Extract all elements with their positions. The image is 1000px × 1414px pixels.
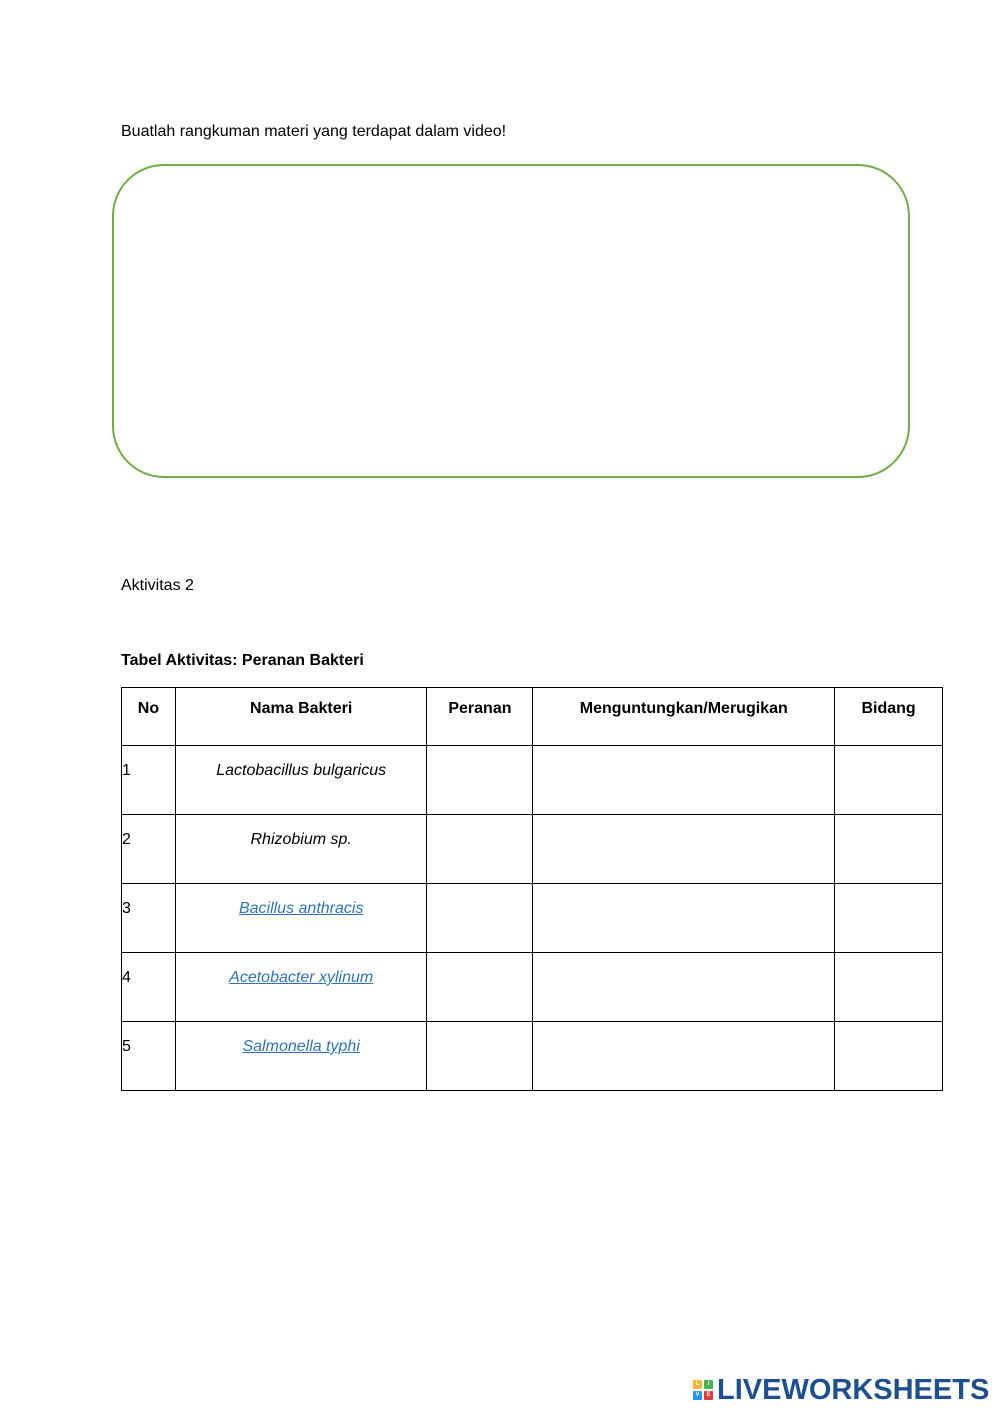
cell-no: 1 xyxy=(122,746,176,815)
header-peranan: Peranan xyxy=(427,688,533,746)
cell-bacteria-name xyxy=(175,884,427,953)
cell-untung-rugi-input[interactable] xyxy=(533,953,835,1022)
cell-no: 3 xyxy=(122,884,176,953)
cell-no: 2 xyxy=(122,815,176,884)
cell-bidang-input[interactable] xyxy=(835,953,943,1022)
cell-bidang-input[interactable] xyxy=(835,1022,943,1091)
cell-untung-rugi-input[interactable] xyxy=(533,746,835,815)
table-row xyxy=(122,953,943,1022)
cell-peranan-input[interactable] xyxy=(427,815,533,884)
cell-peranan-input[interactable] xyxy=(427,746,533,815)
table-title: Tabel Aktivitas: Peranan Bakteri xyxy=(121,652,364,669)
logo-mark-letter: L xyxy=(693,1380,702,1389)
cell-no: 4 xyxy=(122,953,176,1022)
table-row xyxy=(122,746,943,815)
table-header-row xyxy=(122,688,943,746)
liveworksheets-mark-icon xyxy=(693,1380,713,1400)
table-row xyxy=(122,815,943,884)
logo-mark-letter: I xyxy=(704,1380,713,1389)
liveworksheets-logo xyxy=(693,1375,989,1405)
header-bidang: Bidang xyxy=(835,688,943,746)
cell-bacteria-name xyxy=(175,953,427,1022)
cell-untung-rugi-input[interactable] xyxy=(533,884,835,953)
header-no: No xyxy=(122,688,176,746)
cell-untung-rugi-input[interactable] xyxy=(533,1022,835,1091)
bacteria-name-link[interactable]: Acetobacter xylinum xyxy=(229,969,374,986)
cell-untung-rugi-input[interactable] xyxy=(533,815,835,884)
logo-mark-letter: E xyxy=(704,1391,713,1400)
logo-mark-letter: V xyxy=(693,1391,702,1400)
cell-peranan-input[interactable] xyxy=(427,1022,533,1091)
instruction-text: Buatlah rangkuman materi yang terdapat dalam video! xyxy=(121,123,507,140)
cell-bidang-input[interactable] xyxy=(835,884,943,953)
logo-text: LIVEWORKSHEETS xyxy=(717,1373,990,1406)
table-row xyxy=(122,884,943,953)
bacteria-name-link[interactable]: Bacillus anthracis xyxy=(238,900,364,917)
cell-bacteria-name xyxy=(175,815,427,884)
cell-bidang-input[interactable] xyxy=(835,746,943,815)
activity-heading: Aktivitas 2 xyxy=(121,577,194,594)
header-untung-rugi: Menguntungkan/Merugikan xyxy=(533,688,835,746)
cell-no: 5 xyxy=(122,1022,176,1091)
cell-peranan-input[interactable] xyxy=(427,884,533,953)
cell-bacteria-name xyxy=(175,1022,427,1091)
cell-peranan-input[interactable] xyxy=(427,953,533,1022)
cell-bidang-input[interactable] xyxy=(835,815,943,884)
summary-answer-box[interactable] xyxy=(112,164,910,478)
table-row xyxy=(122,1022,943,1091)
header-name: Nama Bakteri xyxy=(175,688,427,746)
bacteria-role-table xyxy=(121,687,943,1091)
cell-bacteria-name xyxy=(175,746,427,815)
bacteria-name-text: Lactobacillus bulgaricus xyxy=(216,762,387,779)
bacteria-name-text: Rhizobium sp. xyxy=(250,831,352,848)
bacteria-name-link[interactable]: Salmonella typhi xyxy=(242,1038,360,1055)
